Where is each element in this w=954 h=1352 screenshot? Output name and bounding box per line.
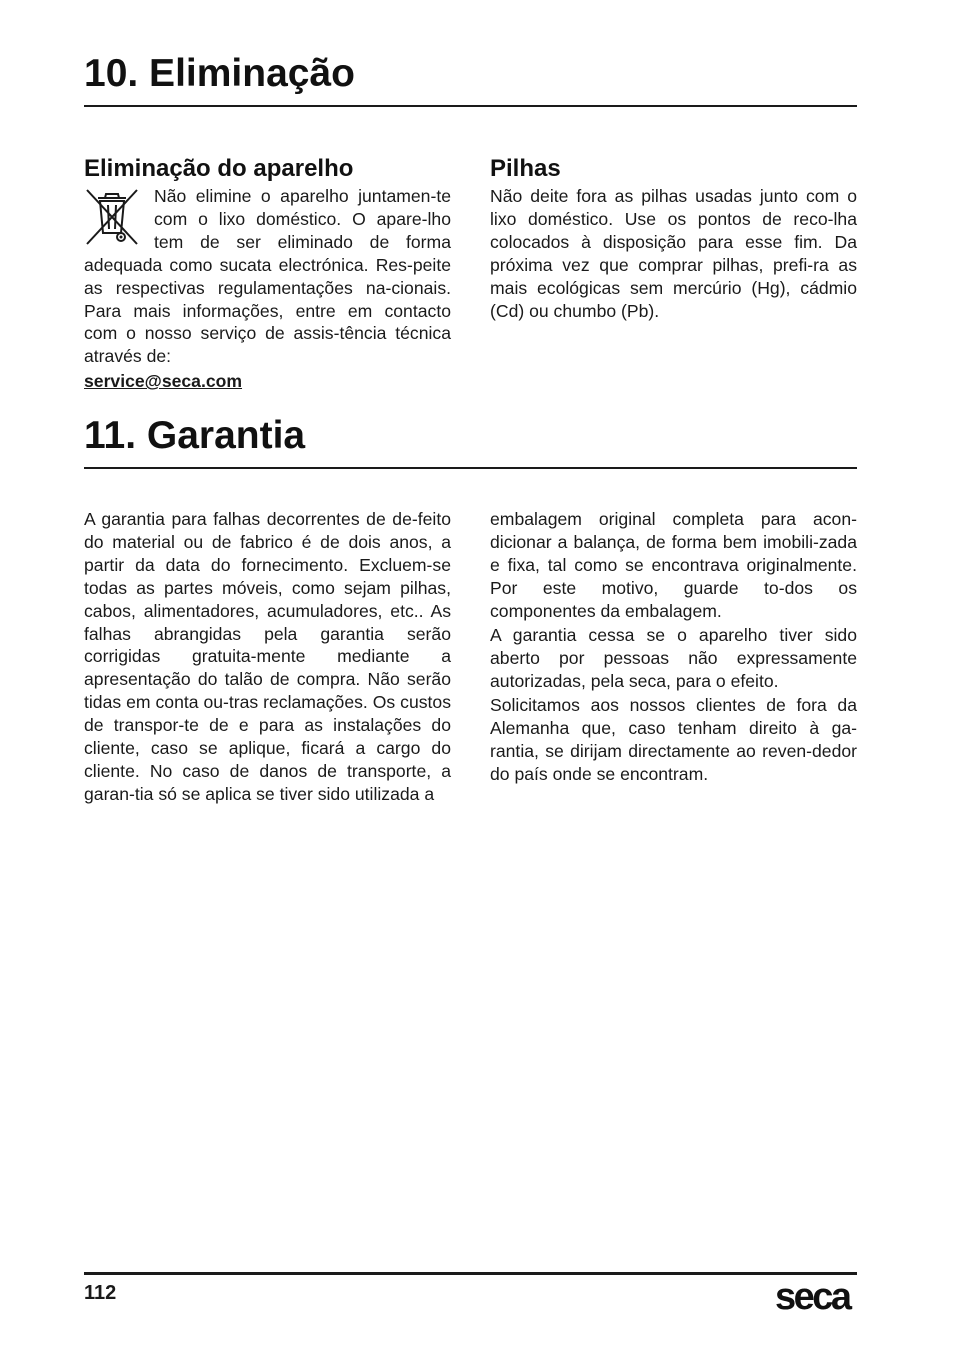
footer-rule — [84, 1272, 857, 1275]
warranty-paragraph-2: A garantia cessa se o aparelho tiver sido aberto por pessoas não expressamente autorizadas, pela seca, para o efeito. — [490, 625, 857, 691]
service-email-link[interactable]: service@seca.com — [84, 371, 243, 392]
crossed-out-wheelie-bin-icon — [84, 188, 140, 246]
seca-logo: seca — [775, 1276, 850, 1318]
page-number: 112 — [84, 1282, 117, 1304]
warranty-right-column — [490, 508, 857, 786]
section-10-rule — [84, 105, 857, 107]
warranty-paragraph-3: Solicitamos aos nossos clientes de fora da Alemanha que, caso tenham direito à ga-rantia, se dirijam directamente ao reven-dedor do país onde se encontram. — [490, 695, 857, 784]
warranty-left-text: A garantia para falhas decorrentes de de-feito do material ou de fabrico é de dois anos, a partir da data do fornecimento. Excluem-se todas as partes móveis, como sejam pilhas, cabos, alimentadores, acumuladores, etc.. As falhas abrangidas pela garantia serão corrigidas gratuita-mente mediante a apresentação do talão de compra. Não serão tidas em conta ou-tras reclamações. Os custos de transpor-te de e para as instalações do cliente, caso se aplique, ficará a cargo do cliente. No caso de danos de transporte, a garan-tia só se aplica se tiver sido utilizada a — [84, 509, 451, 804]
warranty-paragraph-1: embalagem original completa para acon-dicionar a balança, de forma bem imobili-zada e fixa, tal como se encontrava originalmente. Por este motivo, guarde to-dos os componentes da embalagem. — [490, 509, 857, 621]
device-disposal-column — [84, 154, 451, 393]
device-disposal-text: Não elimine o aparelho juntamen-te com o lixo doméstico. O apare-lho tem de ser eliminado de forma adequada como sucata electrónica. Res-peite as respectivas regulamentações na-cionais. Para mais informações, entre em contacto com o nosso serviço de assis-tência técnica através de: — [84, 186, 451, 367]
batteries-heading: Pilhas — [490, 155, 561, 182]
warranty-left-column — [84, 508, 451, 806]
section-11-title: 11. Garantia — [84, 414, 306, 457]
section-10-title: 10. Eliminação — [84, 52, 355, 95]
device-disposal-heading: Eliminação do aparelho — [84, 155, 354, 182]
batteries-text: Não deite fora as pilhas usadas junto com o lixo doméstico. Use os pontos de reco-lha colocados à disposição para esse fim. Da próxima vez que comprar pilhas, prefi-ra as mais ecológicas sem mercúrio (Hg), cádmio (Cd) ou chumbo (Pb). — [490, 186, 857, 321]
section-11-rule — [84, 467, 857, 469]
batteries-column — [490, 154, 857, 322]
